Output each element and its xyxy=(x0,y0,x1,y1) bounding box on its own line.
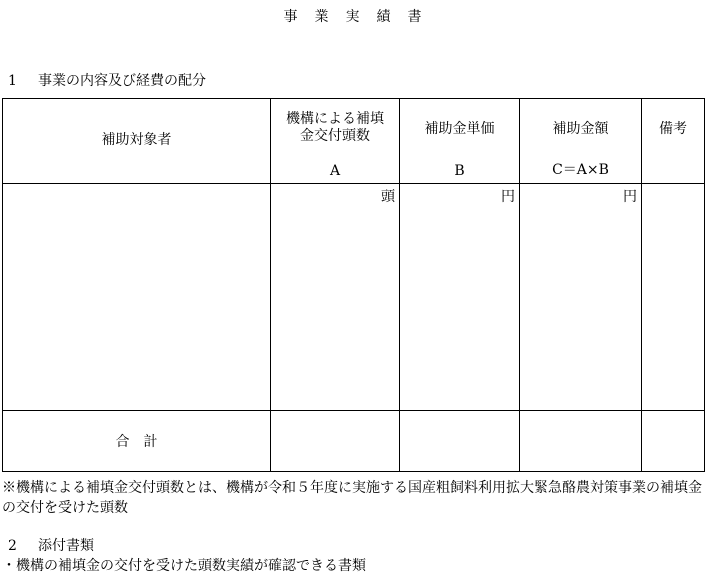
total-note[interactable] xyxy=(642,411,705,472)
header-col-b: 補助金単価 B xyxy=(400,99,520,184)
cell-subject[interactable] xyxy=(3,184,271,411)
total-col-b[interactable] xyxy=(400,411,520,472)
section-1-text: 事業の内容及び経費の配分 xyxy=(38,73,206,89)
section-2-number: 2 xyxy=(8,538,17,554)
total-col-a[interactable] xyxy=(271,411,400,472)
section-2-heading xyxy=(8,535,94,555)
header-col-a-line2: 金交付頭数 xyxy=(300,128,370,144)
cell-col-c[interactable]: 円 xyxy=(520,184,642,411)
cell-col-b[interactable]: 円 xyxy=(400,184,520,411)
total-label: 合計 xyxy=(3,411,271,472)
header-col-c-sub: C＝A×B xyxy=(552,162,609,178)
table-header-row xyxy=(3,99,705,184)
section-2-text: 添付書類 xyxy=(38,538,94,554)
table-body-row xyxy=(3,184,705,411)
header-col-b-sub: B xyxy=(454,163,465,179)
total-col-c[interactable] xyxy=(520,411,642,472)
table-footnote: ※機構による補填金交付頭数とは、機構が令和５年度に実施する国産粗飼料利用拡大緊急酪農対策事業の補填金の交付を受けた頭数 xyxy=(2,480,702,516)
header-subject: 補助対象者 xyxy=(3,99,271,184)
header-note: 備考 xyxy=(642,99,705,184)
header-col-a xyxy=(271,99,400,184)
cell-col-a[interactable]: 頭 xyxy=(271,184,400,411)
section-1-number: 1 xyxy=(8,73,17,89)
cell-note[interactable] xyxy=(642,184,705,411)
header-col-a-sub: A xyxy=(329,163,341,179)
section-1-heading xyxy=(8,70,206,90)
attachment-item: ・機構の補填金の交付を受けた頭数実績が確認できる書類 xyxy=(2,558,366,574)
table-total-row xyxy=(3,411,705,472)
expense-table xyxy=(2,98,705,472)
header-col-c: 補助金額 C＝A×B xyxy=(520,99,642,184)
document-title: 事業実績書 xyxy=(283,9,439,25)
header-col-a-line1: 機構による補填 xyxy=(286,111,384,127)
